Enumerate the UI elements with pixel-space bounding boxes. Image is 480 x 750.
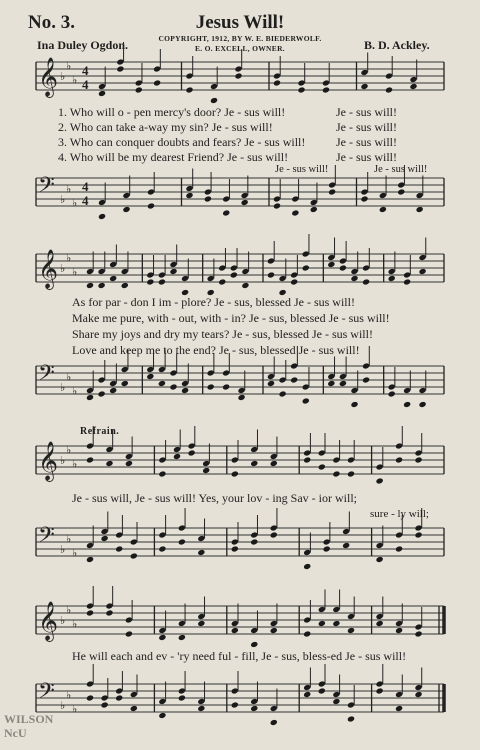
notehead: [146, 373, 154, 380]
notehead: [318, 620, 326, 627]
notehead: [414, 630, 422, 637]
system-2-treble-staff: [0, 248, 480, 298]
notehead: [202, 467, 210, 474]
time-signature-bottom: 4: [82, 77, 89, 92]
notehead: [169, 268, 177, 275]
notehead: [197, 620, 205, 627]
notehead: [207, 383, 215, 390]
notehead: [290, 278, 298, 285]
flat-sign: ♭: [60, 699, 66, 712]
notehead: [169, 383, 177, 390]
notehead: [318, 463, 326, 470]
notehead: [230, 271, 238, 278]
composer-credit: B. D. Ackley.: [364, 38, 430, 52]
notehead: [388, 275, 396, 282]
notehead: [290, 376, 298, 383]
notehead: [222, 383, 230, 390]
notehead: [231, 627, 239, 634]
flat-sign: ♭: [60, 381, 66, 394]
flat-sign: ♭: [60, 454, 66, 467]
system-4-bass-staff: [0, 678, 480, 728]
verse-1-continuation: As for par - don I im - plore? Je - sus, blessed Je - sus will!: [72, 295, 355, 309]
notehead: [376, 687, 384, 694]
flat-sign: ♭: [66, 603, 72, 617]
notehead: [178, 538, 186, 545]
stamp-line-2: NcU: [4, 726, 27, 740]
notehead: [302, 264, 310, 271]
flat-sign: ♭: [60, 614, 66, 627]
notehead: [360, 195, 368, 202]
refrain-bass-echo: sure - ly will;: [370, 508, 429, 520]
verse-4-line: 4. Who will be my dearest Friend? Je - sus will!: [58, 150, 289, 164]
notehead: [109, 275, 117, 282]
notehead: [185, 86, 193, 93]
notehead: [178, 634, 186, 641]
notehead: [204, 195, 212, 202]
verse-4-continuation: Love and keep me to the end? Je - sus, blessed Je - sus will!: [72, 343, 360, 357]
notehead: [241, 199, 249, 206]
notehead: [379, 206, 387, 213]
notehead: [158, 380, 166, 387]
system-3-treble-staff: [0, 440, 480, 490]
bass-echo-2: Je - sus will!: [374, 164, 428, 175]
notehead: [86, 394, 94, 401]
notehead: [241, 282, 249, 289]
notehead: [250, 460, 258, 467]
verse-1-echo: Je - sus will!: [336, 105, 397, 119]
flat-sign: ♭: [72, 196, 78, 210]
notehead: [376, 620, 384, 627]
notehead: [327, 380, 335, 387]
flat-sign: ♭: [72, 457, 78, 471]
notehead: [101, 535, 109, 542]
notehead: [130, 552, 138, 559]
notehead: [303, 691, 311, 698]
notehead: [98, 390, 106, 397]
notehead: [130, 705, 138, 712]
notehead: [105, 460, 113, 467]
notehead: [339, 264, 347, 271]
notehead: [267, 271, 275, 278]
refrain-label: Refrain.: [80, 426, 120, 437]
notehead: [347, 627, 355, 634]
notehead: [376, 477, 384, 484]
notehead: [250, 705, 258, 712]
notehead: [86, 282, 94, 289]
system-1-bass-staff: [0, 172, 480, 222]
notehead: [302, 397, 310, 404]
notehead: [125, 630, 133, 637]
notehead: [158, 470, 166, 477]
treble-clef: 𝄞: [38, 57, 59, 97]
verse-1-line: 1. Who will o - pen mercy's door? Je - sus will!: [58, 105, 286, 119]
notehead: [135, 86, 143, 93]
notehead: [360, 83, 368, 90]
notehead: [121, 380, 129, 387]
notehead: [234, 72, 242, 79]
notehead: [98, 90, 106, 97]
notehead: [376, 556, 384, 563]
system-3-bass-staff: [0, 522, 480, 572]
notehead: [291, 209, 299, 216]
notehead: [303, 563, 311, 570]
notehead: [273, 79, 281, 86]
notehead: [409, 83, 417, 90]
flat-sign: ♭: [72, 546, 78, 560]
notehead: [362, 278, 370, 285]
copyright-notice: [150, 34, 330, 54]
notehead: [146, 278, 154, 285]
flat-sign: ♭: [66, 59, 72, 73]
notehead: [210, 97, 218, 104]
notehead: [414, 531, 422, 538]
notehead: [86, 694, 94, 701]
time-signature-top: 4: [82, 63, 89, 78]
notehead: [98, 282, 106, 289]
notehead: [414, 456, 422, 463]
notehead: [250, 538, 258, 545]
flat-sign: ♭: [72, 617, 78, 631]
flat-sign: ♭: [66, 182, 72, 196]
notehead: [173, 453, 181, 460]
treble-clef: 𝄞: [38, 441, 59, 481]
notehead: [238, 394, 246, 401]
flat-sign: ♭: [72, 73, 78, 87]
notehead: [397, 188, 405, 195]
notehead: [115, 694, 123, 701]
notehead: [231, 545, 239, 552]
notehead: [86, 609, 94, 616]
notehead: [147, 202, 155, 209]
flat-sign: ♭: [72, 384, 78, 398]
bass-clef: 𝄢: [38, 679, 55, 709]
notehead: [362, 376, 370, 383]
bass-echo-1: Je - sus will!: [275, 164, 329, 175]
copyright-line-1: COPYRIGHT, 1912, BY W. E. BIEDERWOLF.: [158, 34, 322, 43]
verse-3-continuation: Share my joys and dry my tears? Je - sus, blessed Je - sus will!: [72, 327, 373, 341]
notehead: [322, 86, 330, 93]
notehead: [188, 449, 196, 456]
notehead: [273, 202, 281, 209]
flat-sign: ♭: [66, 443, 72, 457]
copyright-line-2: E. O. EXCELL, OWNER.: [195, 44, 285, 53]
notehead: [101, 701, 109, 708]
notehead: [270, 460, 278, 467]
notehead: [297, 86, 305, 93]
stamp-line-1: WILSON: [4, 712, 54, 726]
notehead: [303, 630, 311, 637]
notehead: [395, 456, 403, 463]
notehead: [222, 209, 230, 216]
verse-2-echo: Je - sus will!: [336, 120, 397, 134]
verse-2-line: 2. Who can take a-way my sin? Je - sus will!: [58, 120, 273, 134]
flat-sign: ♭: [72, 702, 78, 716]
notehead: [153, 79, 161, 86]
notehead: [347, 715, 355, 722]
notehead: [310, 206, 318, 213]
notehead: [231, 701, 239, 708]
flat-sign: ♭: [60, 262, 66, 275]
notehead: [270, 719, 278, 726]
bass-clef: 𝄢: [38, 173, 55, 203]
notehead: [218, 278, 226, 285]
notehead: [115, 545, 123, 552]
refrain-line-1: Je - sus will, Je - sus will! Yes, your lov - ing Sav - ior will;: [72, 491, 357, 505]
notehead: [121, 282, 129, 289]
notehead: [303, 456, 311, 463]
bass-clef: 𝄢: [38, 361, 55, 391]
notehead: [270, 531, 278, 538]
time-signature-top: 4: [82, 179, 89, 194]
verse-4-echo: Je - sus will!: [336, 150, 397, 164]
notehead: [403, 278, 411, 285]
notehead: [98, 213, 106, 220]
notehead: [158, 712, 166, 719]
library-stamp: [4, 712, 53, 740]
notehead: [185, 192, 193, 199]
notehead: [342, 542, 350, 549]
verse-3-line: 3. Who can conquer doubts and fears? Je - sus will!: [58, 135, 306, 149]
treble-clef: 𝄞: [38, 601, 59, 641]
notehead: [395, 545, 403, 552]
notehead: [158, 278, 166, 285]
notehead: [158, 545, 166, 552]
flat-sign: ♭: [66, 532, 72, 546]
notehead: [318, 687, 326, 694]
verse-3-echo: Je - sus will!: [336, 135, 397, 149]
flat-sign: ♭: [60, 543, 66, 556]
notehead: [416, 206, 424, 213]
notehead: [197, 549, 205, 556]
notehead: [327, 261, 335, 268]
notehead: [197, 705, 205, 712]
notehead: [339, 380, 347, 387]
hymn-title: Jesus Will!: [195, 12, 285, 33]
notehead: [332, 470, 340, 477]
notehead: [86, 456, 94, 463]
notehead: [385, 86, 393, 93]
notehead: [388, 390, 396, 397]
notehead: [250, 641, 258, 648]
notehead: [270, 627, 278, 634]
flat-sign: ♭: [66, 251, 72, 265]
notehead: [122, 206, 130, 213]
flat-sign: ♭: [66, 688, 72, 702]
notehead: [279, 390, 287, 397]
flat-sign: ♭: [60, 70, 66, 83]
notehead: [158, 634, 166, 641]
system-4-treble-staff: [0, 600, 480, 650]
notehead: [116, 65, 124, 72]
flat-sign: ♭: [72, 265, 78, 279]
notehead: [350, 401, 358, 408]
notehead: [419, 268, 427, 275]
notehead: [395, 705, 403, 712]
notehead: [419, 401, 427, 408]
refrain-line-2: He will each and ev - 'ry need ful - fill, Je - sus, bless-ed Je - sus will!: [72, 649, 407, 663]
notehead: [323, 545, 331, 552]
notehead: [109, 387, 117, 394]
time-signature-bottom: 4: [82, 193, 89, 208]
notehead: [332, 698, 340, 705]
treble-clef: 𝄞: [38, 249, 59, 289]
hymn-number: No. 3.: [28, 12, 75, 33]
notehead: [414, 691, 422, 698]
notehead: [231, 470, 239, 477]
notehead: [347, 470, 355, 477]
notehead: [403, 401, 411, 408]
notehead: [267, 380, 275, 387]
system-2-bass-staff: [0, 360, 480, 410]
notehead: [350, 275, 358, 282]
notehead: [328, 188, 336, 195]
flat-sign: ♭: [66, 370, 72, 384]
bass-clef: 𝄢: [38, 523, 55, 553]
verse-2-continuation: Make me pure, with - out, with - in? Je - sus, blessed Je - sus will!: [72, 311, 390, 325]
flat-sign: ♭: [60, 193, 66, 206]
system-1-treble-staff: [0, 56, 480, 106]
lyricist-credit: Ina Duley Ogdon.: [37, 38, 129, 52]
notehead: [332, 620, 340, 627]
notehead: [178, 694, 186, 701]
notehead: [395, 627, 403, 634]
notehead: [181, 387, 189, 394]
notehead: [125, 460, 133, 467]
notehead: [105, 609, 113, 616]
notehead: [86, 556, 94, 563]
